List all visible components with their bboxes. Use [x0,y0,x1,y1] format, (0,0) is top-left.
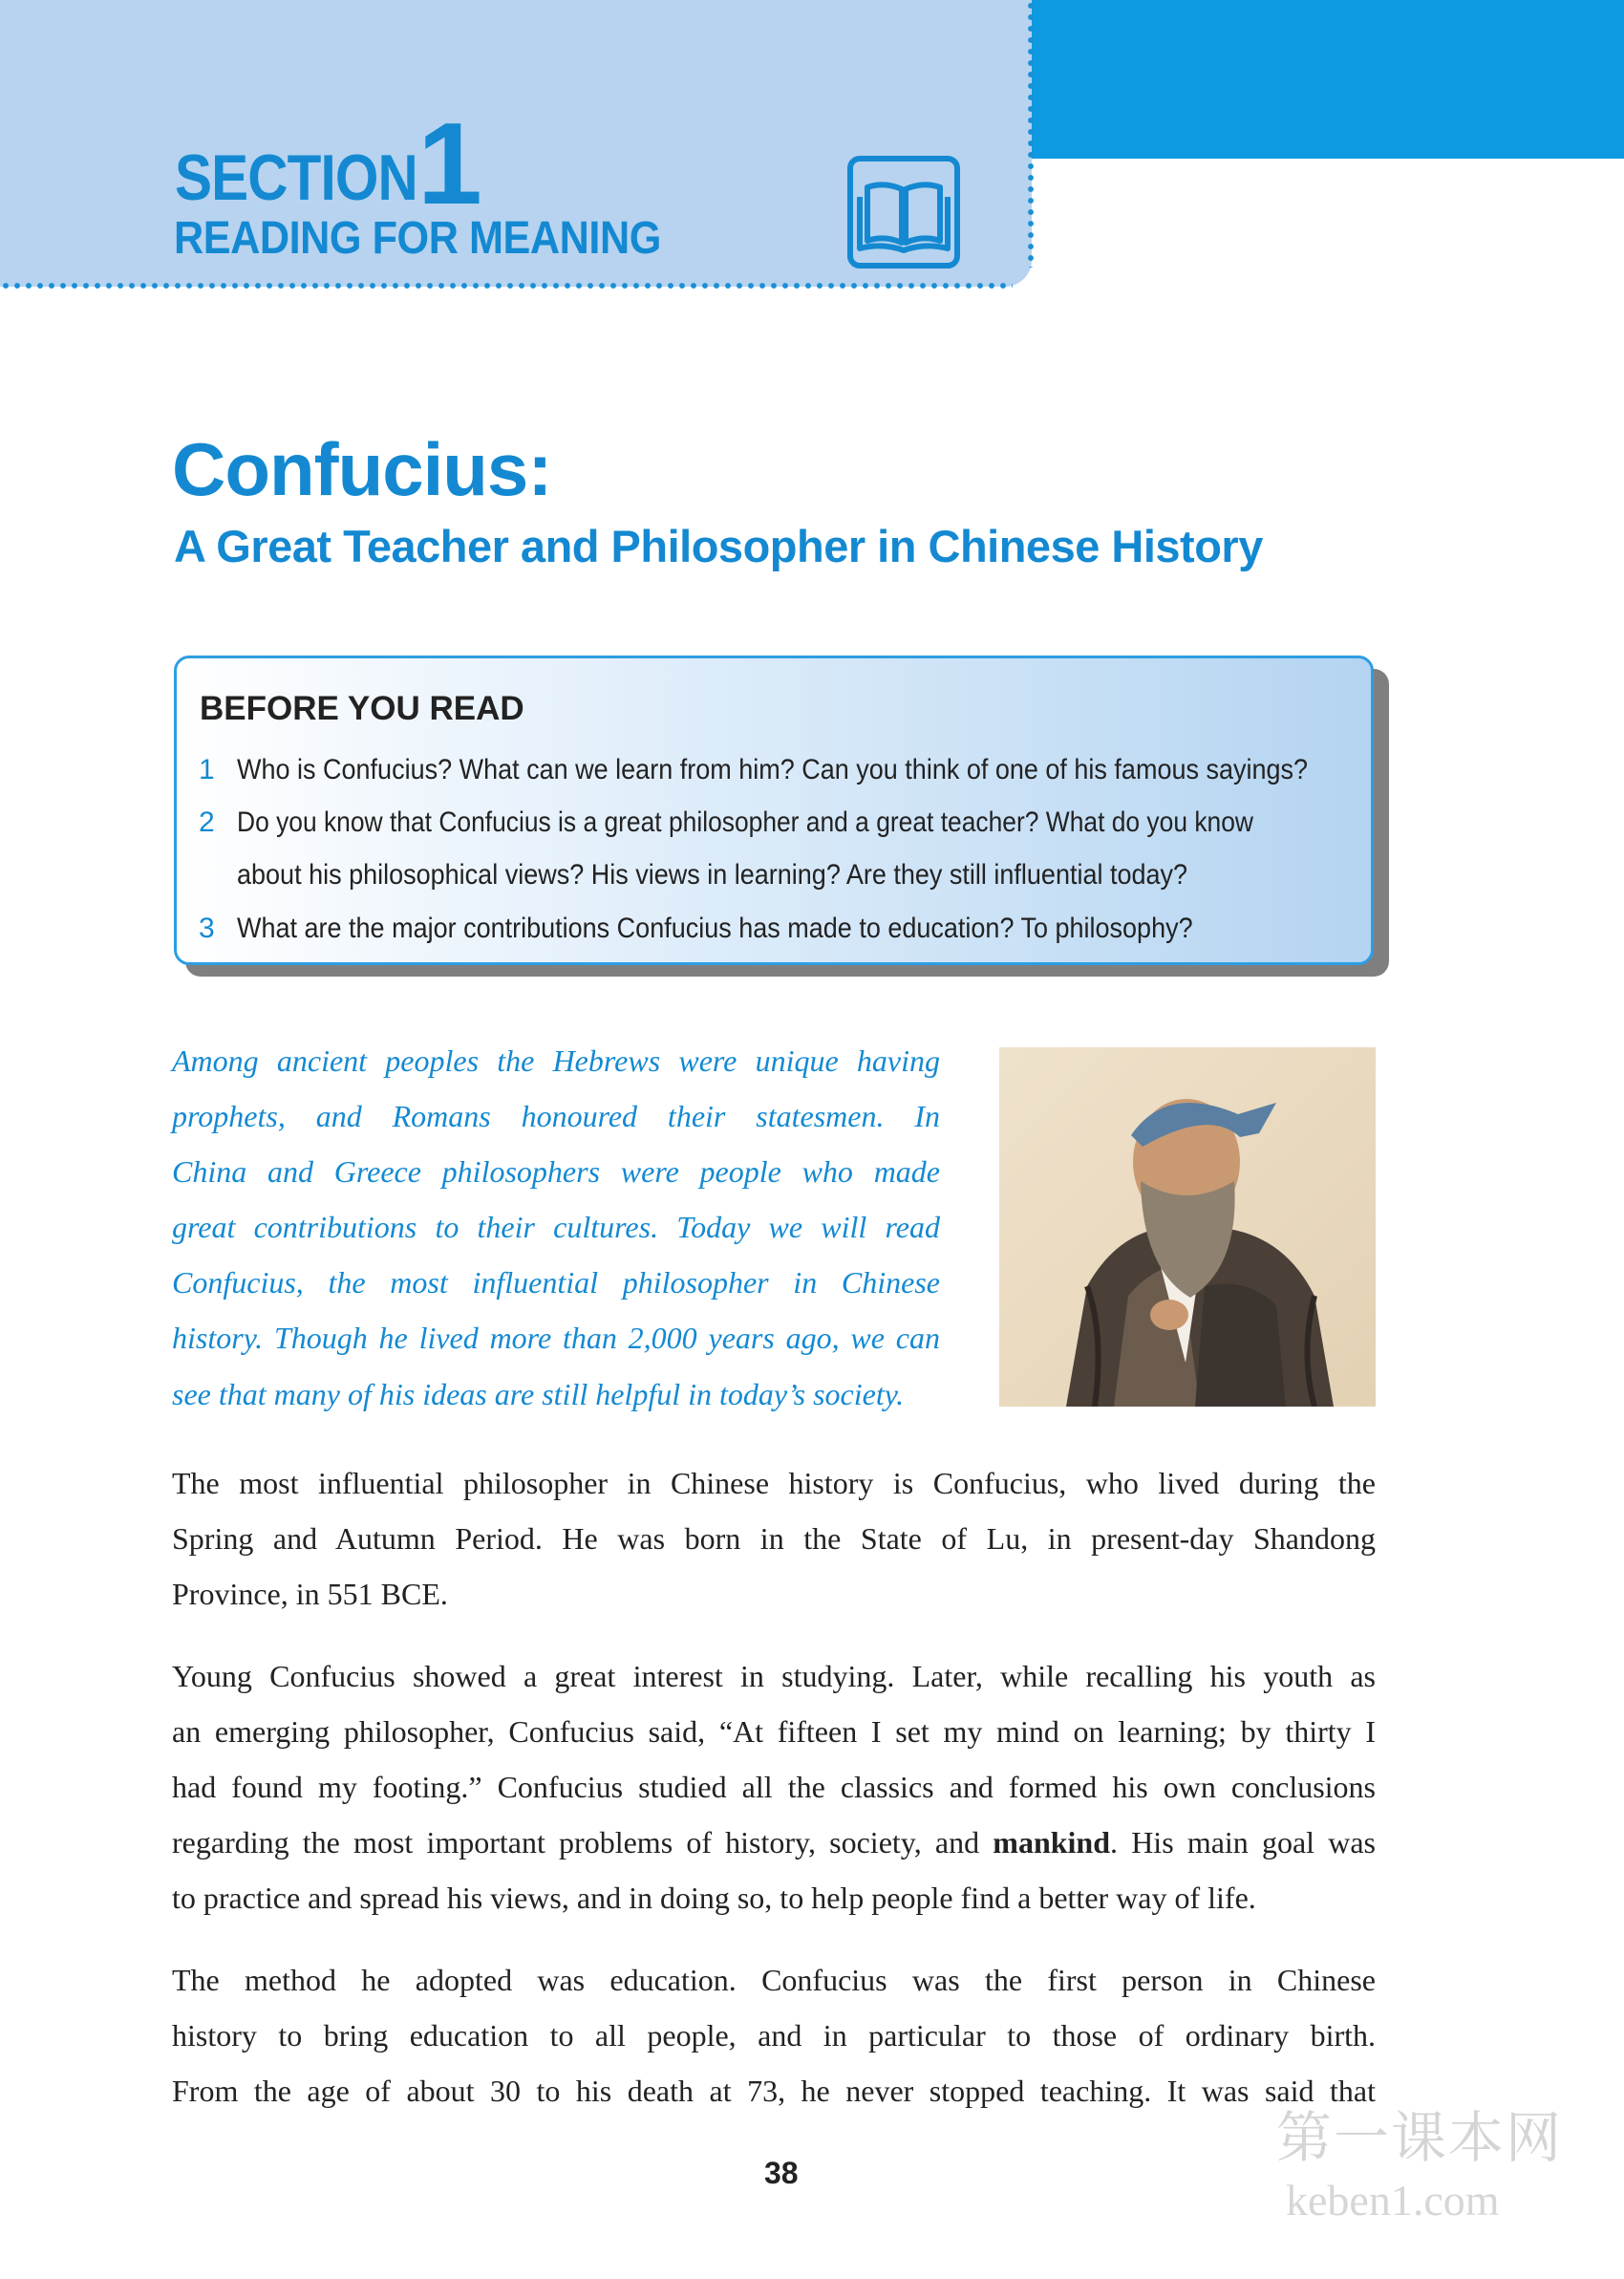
page-title: Confucius: [172,427,552,511]
body-line: Young Confucius showed a great interest in studying. Later, while recalling his youth as [172,1659,1376,1693]
body-text: . His main goal was [1110,1825,1377,1860]
question-number: 2 [199,806,215,838]
question-text: Do you know that Confucius is a great philosopher and a great teacher? What do you know [237,806,1253,838]
dotted-border [1026,0,1036,268]
section-subtitle: READING FOR MEANING [174,213,661,264]
intro-line: history. Though he lived more than 2,000 years ago, we can [172,1321,940,1355]
body-line: From the age of about 30 to his death at 73, he never stopped teaching. It was said that [172,2074,1376,2108]
body-line [172,1827,1376,1858]
question-text: about his philosophical views? His views in learning? Are they still influential today? [237,859,1188,891]
body-line: had found my footing.” Confucius studied all the classics and formed his own conclusions [172,1770,1376,1804]
body-text: regarding the most important problems of history, society, and [172,1825,994,1860]
body-line: The most influential philosopher in Chinese history is Confucius, who lived during the [172,1466,1376,1500]
intro-line: Confucius, the most influential philosopher in Chinese [172,1265,940,1300]
page-number: 38 [764,2156,799,2190]
confucius-portrait [999,1047,1376,1407]
dotted-border [0,281,1013,290]
body-line: Province, in 551 BCE. [172,1577,448,1611]
question-text: Who is Confucius? What can we learn from him? Can you think of one of his famous sayings? [237,754,1309,785]
watermark: keben1.com [1286,2176,1500,2225]
page-subtitle: A Great Teacher and Philosopher in Chinese History [174,521,1263,571]
question-number: 1 [199,754,215,785]
intro-line: Among ancient peoples the Hebrews were unique having [172,1043,940,1078]
body-line: Spring and Autumn Period. He was born in the State of Lu, in present-day Shandong [172,1521,1376,1556]
section-label: SECTION [175,141,417,214]
body-line: an emerging philosopher, Confucius said, “At fifteen I set my mind on learning; by thirty I [172,1714,1376,1749]
body-line: history to bring education to all people, and in particular to those of ordinary birth. [172,2018,1376,2053]
body-line: The method he adopted was education. Confucius was the first person in Chinese [172,1963,1376,1997]
open-book-icon [846,155,961,269]
body-line: to practice and spread his views, and in doing so, to help people find a better way of life. [172,1881,1256,1915]
question-number: 3 [199,913,215,944]
intro-line: prophets, and Romans honoured their statesmen. In [172,1099,940,1133]
section-number: 1 [417,98,482,228]
intro-line: see that many of his ideas are still helpful in today’s society. [172,1377,905,1411]
watermark: 第一课本网 [1276,2105,1564,2170]
before-you-read-heading: BEFORE YOU READ [200,690,524,727]
intro-line: great contributions to their cultures. Today we will read [172,1210,940,1244]
intro-line: China and Greece philosophers were people who made [172,1154,940,1189]
header-accent-bar [1013,0,1624,159]
question-text: What are the major contributions Confucius has made to education? To philosophy? [237,913,1193,944]
vocabulary-word: mankind [993,1825,1111,1860]
